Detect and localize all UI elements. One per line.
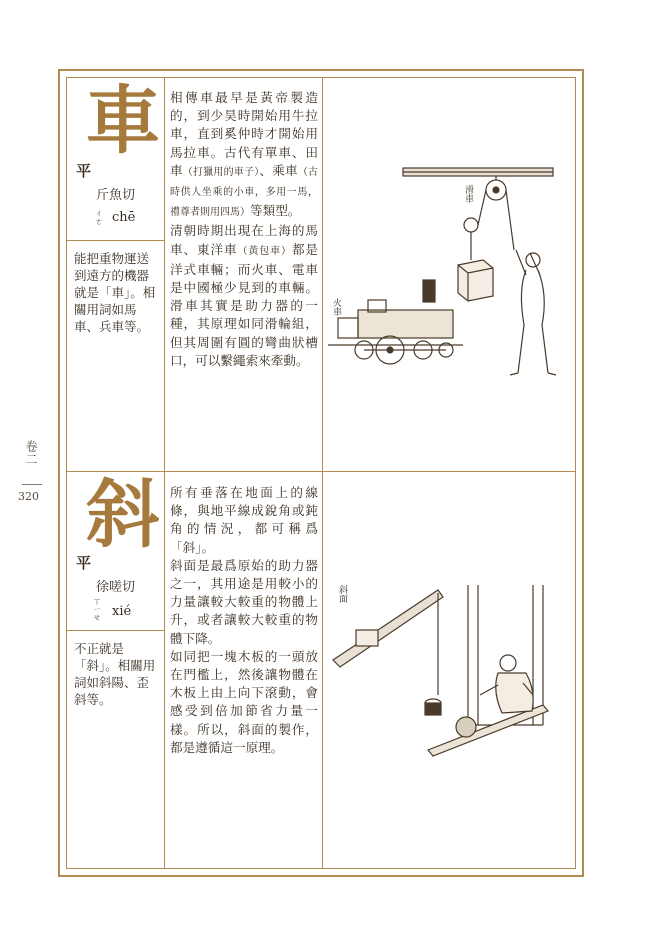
- tone-mark: 平: [76, 162, 92, 180]
- body-note: （黃包車）: [237, 245, 292, 257]
- pinyin-reading: xié: [112, 604, 132, 619]
- fanqie-reading: 斤魚切: [96, 188, 136, 203]
- body-note: （古時供人坐乘的小車，多用一馬，禮尊者則用四馬）: [170, 166, 319, 219]
- body-text: 、乘車: [259, 162, 298, 178]
- entry2-head-divider: [66, 630, 164, 631]
- body-paragraph: 如同把一塊木板的一頭放在門檻上，然後讓物體在木板上由上向下滾動，會感受到倍加節省力量一樣。所以，斜面的製作，都是遵循這一原理。: [170, 648, 318, 755]
- illus-label-pulley: 滑車: [463, 185, 473, 203]
- entry-body: [170, 484, 318, 757]
- body-paragraph: 斜面是最爲原始的助力器之一，其用途是用較小的力量讓較大較重的物體上升，或者讓較大較重的物體下降。: [170, 557, 318, 646]
- pinyin-reading: chē: [112, 210, 136, 225]
- column-divider-right: [322, 77, 323, 869]
- body-note: （打獵用的車子）: [182, 166, 260, 178]
- headword-che: 車: [86, 78, 160, 164]
- entry1-head-divider: [66, 240, 164, 241]
- body-paragraph: 所有垂落在地面上的線條，與地平線成銳角或鈍角的情況，都可稱爲「斜」。: [170, 485, 318, 555]
- tone-mark: 平: [76, 554, 92, 572]
- volume-label: 卷二: [24, 440, 38, 466]
- entry-body: [170, 89, 318, 370]
- definition: 不正就是「斜」。相關用詞如斜陽、歪斜等。: [74, 641, 156, 707]
- zhuyin-reading: ㄒㄧㄝ: [93, 597, 101, 622]
- body-text: 清朝時期出現在上海的馬車、東洋車: [170, 223, 318, 257]
- illustration-pulley-train: [328, 160, 568, 380]
- definition: 能把重物運送到遠方的機器就是「車」。相關用詞如馬車、兵車等。: [74, 251, 156, 334]
- body-text: 都是洋式車輛；而火車、電車是中國極少見到的車輛。滑車其實是助力器的一種，其原理如同滑輪組，但其周圍有圓的彎曲狀槽口，可以繫繩索來牽動。: [170, 241, 319, 368]
- headword-xie: 斜: [86, 472, 160, 558]
- illus-label-train: 火車: [331, 298, 341, 316]
- side-divider: [22, 484, 42, 485]
- illus-label-incline: 斜面: [337, 585, 347, 603]
- column-divider-left: [164, 77, 165, 869]
- illustration-inclined-plane: [328, 575, 568, 765]
- zhuyin-reading: ㄔㄜ: [95, 209, 103, 226]
- body-text: 等類型。: [250, 203, 301, 219]
- body-text: 相傳車最早是黃帝製造的，到少昊時開始用牛拉車，直到奚仲時才開始用馬拉車。古代有單車、田車: [170, 90, 318, 178]
- fanqie-reading: 徐嗟切: [96, 580, 136, 595]
- page-number: 320: [18, 490, 39, 503]
